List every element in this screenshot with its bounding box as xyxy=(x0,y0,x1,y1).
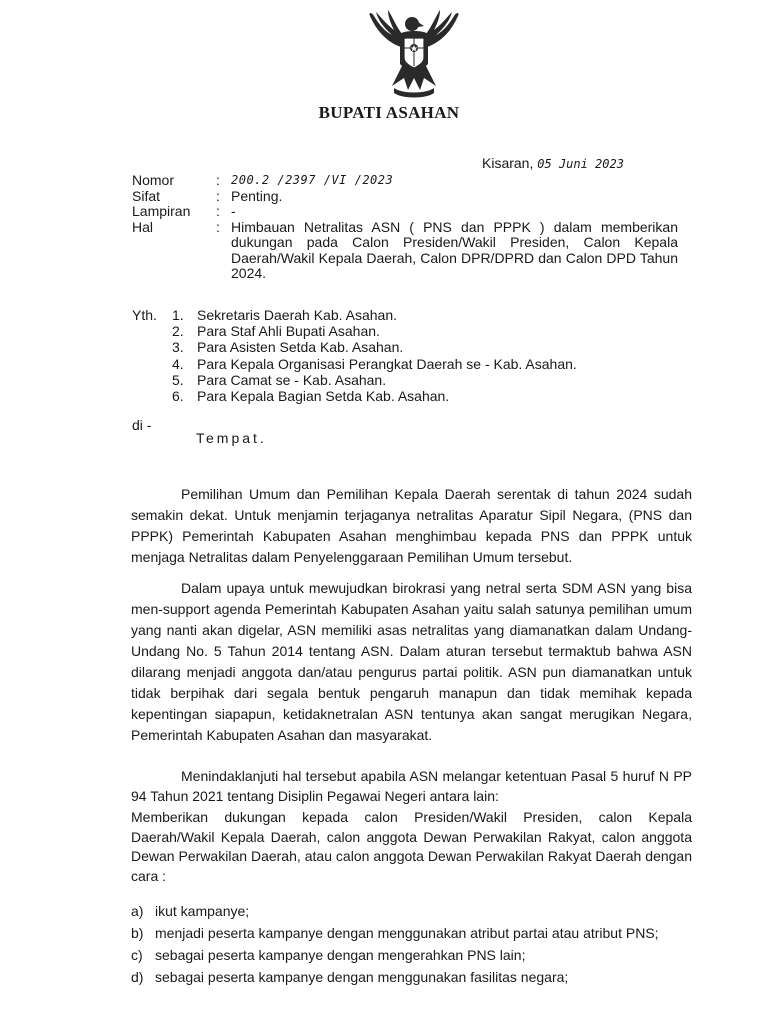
item-number: 2. xyxy=(172,323,184,340)
item-marker: b) xyxy=(131,925,144,941)
meta-label: Sifat xyxy=(132,187,161,204)
item-text: sebagai peserta kampanye dengan mengerahkan PNS lain; xyxy=(155,947,526,963)
item-text: Para Kepala Bagian Setda Kab. Asahan. xyxy=(197,388,450,405)
meta-value: - xyxy=(231,203,236,219)
meta-colon: : xyxy=(216,187,220,204)
violation-list xyxy=(131,900,659,988)
meta-row-hal xyxy=(132,220,678,282)
date-handwritten: 05 Juni 2023 xyxy=(537,157,624,171)
list-item xyxy=(172,339,577,355)
item-number: 3. xyxy=(172,339,184,356)
meta-value: Penting. xyxy=(231,187,283,204)
item-marker: c) xyxy=(131,947,143,963)
meta-label: Hal xyxy=(132,218,154,235)
item-number: 1. xyxy=(172,307,184,323)
recipient-list xyxy=(172,307,577,404)
meta-label: Lampiran xyxy=(132,203,191,219)
meta-value: 200.2 /2397 /VI /2023 xyxy=(231,173,394,187)
paragraph-2: Dalam upaya untuk mewujudkan birokrasi yang netral serta SDM ASN yang bisa men-support agenda Pemerintah Kabupaten Asahan yaitu salah satunya pemilihan umum yang nanti akan digelar, ASN memiliki asas netralitas yang diamanatkan dalam Undang-Undang No. 5 Tahun 2014 tentang ASN. Dalam aturan tersebut termaktub bahwa ASN dilarang menjadi anggota dan/atau pengurus partai politik. ASN pun diamanatkan untuk tidak berpihak dari segala bentuk pengaruh manapun dan tidak memihak kepada kepentingan siapapun, ketidaknetralan ASN tentunya akan sangat merugikan Negara, Pemerintah Kabupaten Asahan dan masyarakat. xyxy=(131,580,692,743)
item-text: ikut kampanye; xyxy=(155,903,250,919)
list-item xyxy=(172,307,577,323)
item-marker: d) xyxy=(131,969,144,985)
item-text: Para Kepala Organisasi Perangkat Daerah se - Kab. Asahan. xyxy=(197,355,577,372)
list-item xyxy=(131,900,659,922)
di-label: di - xyxy=(132,417,152,433)
org-title: BUPATI ASAHAN xyxy=(318,103,460,122)
meta-row-lampiran xyxy=(132,204,678,220)
item-number: 5. xyxy=(172,371,184,388)
meta-row-sifat xyxy=(132,189,678,205)
list-item xyxy=(172,372,577,388)
yth-label: Yth. xyxy=(132,307,157,323)
item-marker: a) xyxy=(131,903,144,919)
list-item xyxy=(172,323,577,339)
paragraph-3: Menindaklanjuti hal tersebut apabila ASN melangar ketentuan Pasal 5 huruf N PP 94 Tahun 2021 tentang Disiplin Pegawai Negeri antara lain: xyxy=(131,768,692,804)
item-text: sebagai peserta kampanye dengan menggunakan fasilitas negara; xyxy=(155,969,569,985)
list-item xyxy=(131,922,659,944)
meta-row-nomor xyxy=(132,173,678,189)
paragraph-1: Pemilihan Umum dan Pemilihan Kepala Daerah serentak di tahun 2024 sudah semakin dekat. Untuk menjamin terjaganya netralitas Aparatur Sipil Negara, (PNS dan PPPK) Pemerintah Kabupaten Asahan menghimbau kepada PNS dan PPPK untuk menjaga Netralitas dalam Penyelenggaraan Pemilihan Umum tersebut. xyxy=(131,486,692,565)
place: Kisaran, xyxy=(482,155,534,171)
item-number: 4. xyxy=(172,355,184,372)
garuda-emblem-icon xyxy=(358,8,470,100)
meta-value: Himbauan Netralitas ASN ( PNS dan PPPK ) dalam memberikan dukungan pada Calon Presiden/Wakil Presiden, Calon Kepala Daerah/Wakil Kepala Daerah, Calon DPR/DPRD dan Calon DPD Tahun 2024. xyxy=(231,218,678,281)
list-item xyxy=(172,356,577,372)
list-item xyxy=(172,388,577,404)
letter-metadata xyxy=(132,173,678,282)
item-text: Para Staf Ahli Bupati Asahan. xyxy=(197,323,380,340)
place-date xyxy=(482,155,624,171)
meta-colon: : xyxy=(216,172,220,188)
paragraph-4: Memberikan dukungan kepada calon Presiden/Wakil Presiden, calon Kepala Daerah/Wakil Kepala Daerah, calon anggota Dewan Perwakilan Rakyat, calon anggota Dewan Perwakilan Daerah, atau calon anggota Dewan Perwakilan Rakyat Daerah dengan cara : xyxy=(131,809,692,884)
item-text: Para Asisten Setda Kab. Asahan. xyxy=(197,339,404,356)
list-item xyxy=(131,966,659,988)
item-text: Sekretaris Daerah Kab. Asahan. xyxy=(197,307,398,323)
meta-label: Nomor xyxy=(132,172,175,188)
meta-colon: : xyxy=(216,203,220,219)
item-number: 6. xyxy=(172,388,184,405)
item-text: Para Camat se - Kab. Asahan. xyxy=(197,371,387,388)
meta-colon: : xyxy=(216,218,220,235)
item-text: menjadi peserta kampanye dengan menggunakan atribut partai atau atribut PNS; xyxy=(155,925,659,941)
tempat-label: Tempat. xyxy=(196,430,267,446)
list-item xyxy=(131,944,659,966)
